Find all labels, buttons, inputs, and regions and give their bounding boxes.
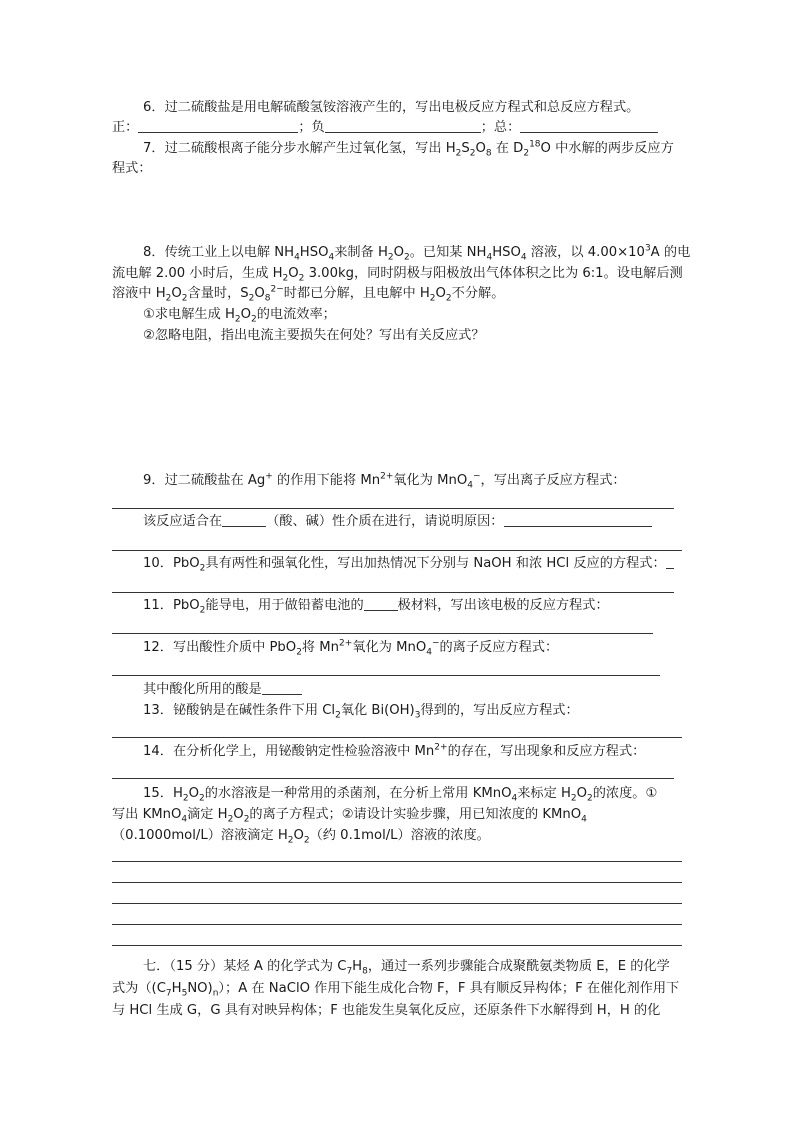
q15-answer-line-4[interactable] xyxy=(112,924,682,925)
q6-total-label: ；总： xyxy=(480,120,521,135)
q6-negative-blank[interactable] xyxy=(325,118,481,133)
section7-line1: 七．（15 分）某烃 A 的化学式为 $C_7H_8$，通过一系列步骤能合成聚酰氨类物质 E，E 的化学 xyxy=(143,959,670,977)
q10-blank[interactable] xyxy=(666,554,674,569)
q9-answer-line[interactable] xyxy=(112,508,674,509)
q9-line2: 该反应适合在 （酸、碱）性介质在进行，请说明原因： xyxy=(143,512,652,532)
q8-subquestion-2: ②忽略电阻，指出电流主要损失在何处？写出有关反应式？ xyxy=(143,328,485,343)
q6-text: 6．过二硫酸盐是用电解硫酸氢铵溶液产生的，写出电极反应方程式和总反应方程式。 xyxy=(143,100,640,115)
q15-line2: 写出 KMnO$_4$滴定 $H_2O_2$的离子方程式；②请设计实验步骤，用已知浓度的 KMnO$_4$ xyxy=(112,807,587,825)
q15-line1: 15．$H_2O_2$的水溶液是一种常用的杀菌剂，在分析上常用 KMnO$_4$来标定 $H_2O_2$的浓度。① xyxy=(143,786,658,804)
q12-text: 12．写出酸性介质中 PbO$_2$将 $Mn^{2+}$氧化为 MnO$_4$−的离子反应方程式： xyxy=(143,638,559,658)
q13-answer-line[interactable] xyxy=(112,737,682,738)
q7-line2: 程式： xyxy=(112,161,152,176)
q12-line2: 其中酸化所用的酸是 xyxy=(143,680,302,700)
q9-reason-blank[interactable] xyxy=(504,512,652,527)
q6-negative-label: ；负 xyxy=(298,120,325,135)
q12-answer-line[interactable] xyxy=(112,675,660,676)
q6-positive-blank[interactable] xyxy=(138,118,298,133)
q8-line2: 流电解 2.00 小时后，生成 $H_2O_2$ 3.00kg，同时阴极与阳极放出气体体积之比为 6:1。设电解后测 xyxy=(112,266,683,284)
q11-electrode-blank[interactable] xyxy=(364,596,398,611)
q11-answer-line[interactable] xyxy=(112,633,653,634)
q6-positive-label: 正： xyxy=(112,120,139,135)
q9-medium-blank[interactable] xyxy=(222,512,266,527)
q13-text: 13．铋酸钠是在碱性条件下用 $Cl_2$氧化 $Bi(OH)_3$得到的，写出反应方程式： xyxy=(143,703,579,721)
q10-text: 10．PbO$_2$具有两性和强氧化性，写出加热情况下分别与 NaOH 和浓 HCl 反应的方程式： xyxy=(143,554,674,574)
q15-answer-line-3[interactable] xyxy=(112,903,682,904)
q14-text: 14．在分析化学上，用铋酸钠定性检验溶液中 $Mn^{2+}$的存在，写出现象和反应方程式： xyxy=(143,742,646,759)
q8-subquestion-1: ①求电解生成 $H_2O_2$的电流效率； xyxy=(143,307,336,325)
q15-answer-line-1[interactable] xyxy=(112,861,682,862)
q10-answer-line[interactable] xyxy=(112,592,674,593)
q8-line1: 8．传统工业上以电解 $NH_4HSO_4$来制备 $H_2O_2$。已知某 $NH_4HSO_4$ 溶液，以 $4.00\times 10^3A$ 的电 xyxy=(143,243,691,263)
q11-text: 11．PbO$_2$能导电，用于做铅蓄电池的 极材料，写出该电极的反应方程式： xyxy=(143,598,609,616)
q6-answer-line xyxy=(112,118,658,138)
q12-acid-blank[interactable] xyxy=(262,680,302,695)
q6-total-blank[interactable] xyxy=(520,118,658,133)
section7-line2: 式为$((C_7H_5NO)_n)$；A 在 NaClO 作用下能生成化合物 F，F 具有顺反异构体；F 在催化剂作用下 xyxy=(112,981,680,999)
section7-line3: 与 HCl 生成 G，G 具有对映异构体；F 也能发生臭氧化反应，还原条件下水解得到 H，H 的化 xyxy=(112,1003,661,1018)
q7-line1: 7．过二硫酸根离子能分步水解产生过氧化氢，写出 $H_2S_2O_8$ 在 $D_2^{18}O$ 中水解的两步反应方 xyxy=(143,139,674,159)
q8-line3: 溶液中 $H_2O_2$含量时，$S_2O_8^{2-}$时都已分解，且电解中 $H_2O_2$不分解。 xyxy=(112,284,505,304)
q15-answer-line-2[interactable] xyxy=(112,882,682,883)
q9-line1: 9．过二硫酸盐在 Ag+ 的作用下能将 $Mn^{2+}$氧化为 MnO$_4$−，写出离子反应方程式： xyxy=(143,471,626,491)
q15-answer-line-5[interactable] xyxy=(112,945,682,946)
q15-line3: （0.1000mol/L）溶液滴定 $H_2O_2$（约 0.1mol/L）溶液的浓度。 xyxy=(112,828,490,846)
q14-answer-line[interactable] xyxy=(112,778,674,779)
q9-reason-line[interactable] xyxy=(112,550,682,551)
